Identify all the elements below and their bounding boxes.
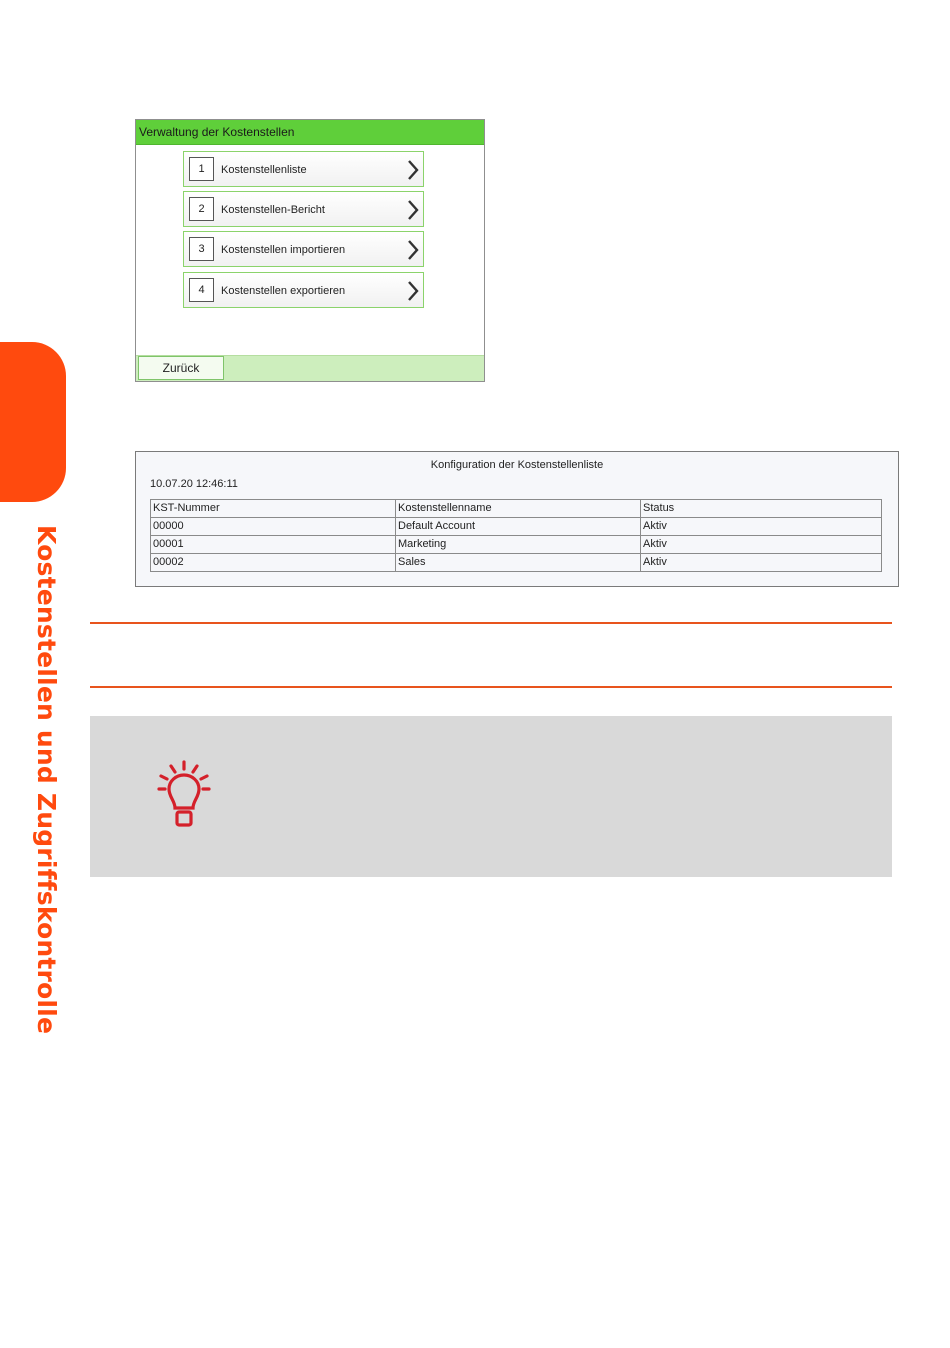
section-rule-bottom [90,686,892,688]
table-row [151,536,882,554]
table-cell: Sales [396,554,641,572]
menu-item-label: Kostenstellen importieren [221,244,346,256]
menu-item-label: Kostenstellen-Bericht [221,204,325,216]
menu-item-number: 4 [189,278,214,302]
chevron-right-icon [407,160,419,180]
report-table [150,499,882,572]
column-header: KST-Nummer [151,500,396,518]
report-datetime: 10.07.20 12:46:11 [150,478,238,490]
tip-box [90,716,892,877]
table-cell: Marketing [396,536,641,554]
table-cell: Aktiv [641,536,882,554]
menu-item-number: 3 [189,237,214,261]
chevron-right-icon [407,240,419,260]
menu-item-number: 1 [189,157,214,181]
chevron-right-icon [407,281,419,301]
menu-item-cost-center-list[interactable] [183,151,424,187]
menu-item-number: 2 [189,197,214,221]
table-cell: Default Account [396,518,641,536]
device-screen [135,119,485,382]
screen-footer [136,355,484,381]
table-row [151,518,882,536]
chevron-right-icon [407,200,419,220]
menu-item-import-cost-centers[interactable] [183,231,424,267]
table-cell: 00000 [151,518,396,536]
table-row [151,554,882,572]
table-cell: 00001 [151,536,396,554]
back-button[interactable]: Zurück [138,356,224,380]
chapter-title-container [32,525,72,1035]
section-rule-top [90,622,892,624]
column-header: Kostenstellenname [396,500,641,518]
report-title: Konfiguration der Kostenstellenliste [430,459,604,471]
table-cell: Aktiv [641,518,882,536]
table-cell: 00002 [151,554,396,572]
chapter-tab [0,342,66,502]
screen-header: Verwaltung der Kostenstellen [136,120,484,145]
column-header: Status [641,500,882,518]
report-printout [135,451,899,587]
menu-item-label: Kostenstellen exportieren [221,285,346,297]
menu-item-label: Kostenstellenliste [221,164,307,176]
lightbulb-icon [156,760,216,830]
table-cell: Aktiv [641,554,882,572]
menu-item-export-cost-centers[interactable] [183,272,424,308]
table-header-row [151,500,882,518]
menu-item-cost-center-report[interactable] [183,191,424,227]
chapter-title: Kostenstellen und Zugriffskontrolle [32,525,61,1035]
